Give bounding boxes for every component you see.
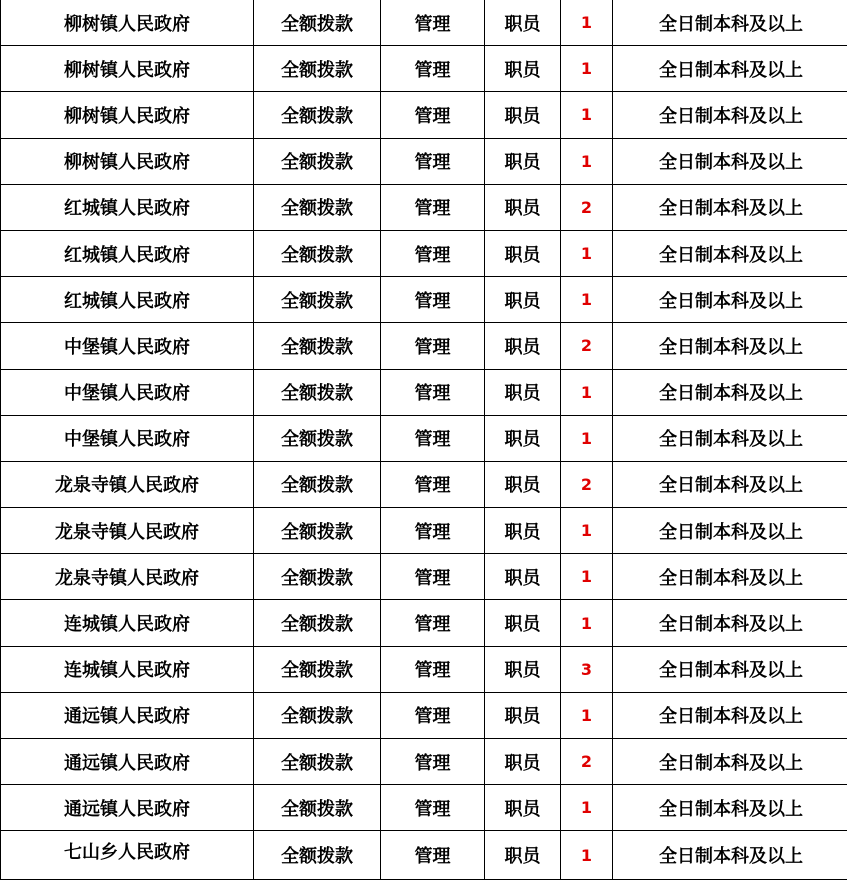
cell-position: 职员 xyxy=(485,92,561,138)
cell-category: 管理 xyxy=(381,831,485,880)
cell-education: 全日制本科及以上 xyxy=(613,230,847,276)
cell-unit: 红城镇人民政府 xyxy=(1,277,254,323)
cell-headcount: 1 xyxy=(561,230,613,276)
cell-education: 全日制本科及以上 xyxy=(613,831,847,880)
cell-headcount: 1 xyxy=(561,831,613,880)
cell-headcount: 2 xyxy=(561,461,613,507)
cell-category: 管理 xyxy=(381,92,485,138)
cell-funding-type: 全额拨款 xyxy=(254,739,381,785)
cell-category: 管理 xyxy=(381,461,485,507)
cell-headcount: 1 xyxy=(561,415,613,461)
cell-unit: 中堡镇人民政府 xyxy=(1,323,254,369)
table-row xyxy=(1,831,847,880)
cell-position: 职员 xyxy=(485,415,561,461)
cell-headcount: 1 xyxy=(561,0,613,46)
cell-category: 管理 xyxy=(381,646,485,692)
cell-unit: 红城镇人民政府 xyxy=(1,184,254,230)
cell-funding-type: 全额拨款 xyxy=(254,831,381,880)
cell-funding-type: 全额拨款 xyxy=(254,600,381,646)
cell-category: 管理 xyxy=(381,739,485,785)
cell-education: 全日制本科及以上 xyxy=(613,0,847,46)
cell-unit: 通远镇人民政府 xyxy=(1,692,254,738)
cell-funding-type: 全额拨款 xyxy=(254,323,381,369)
cell-position: 职员 xyxy=(485,600,561,646)
cell-category: 管理 xyxy=(381,138,485,184)
cell-education: 全日制本科及以上 xyxy=(613,739,847,785)
table-row xyxy=(1,739,847,785)
cell-education: 全日制本科及以上 xyxy=(613,92,847,138)
cell-headcount: 1 xyxy=(561,46,613,92)
cell-funding-type: 全额拨款 xyxy=(254,184,381,230)
cell-unit: 柳树镇人民政府 xyxy=(1,0,254,46)
cell-unit: 红城镇人民政府 xyxy=(1,230,254,276)
table-row xyxy=(1,0,847,46)
cell-unit: 通远镇人民政府 xyxy=(1,739,254,785)
cell-education: 全日制本科及以上 xyxy=(613,508,847,554)
cell-headcount: 3 xyxy=(561,646,613,692)
cell-position: 职员 xyxy=(485,0,561,46)
cell-position: 职员 xyxy=(485,461,561,507)
table-body xyxy=(1,0,847,880)
cell-unit: 柳树镇人民政府 xyxy=(1,138,254,184)
table-row xyxy=(1,600,847,646)
cell-education: 全日制本科及以上 xyxy=(613,46,847,92)
cell-position: 职员 xyxy=(485,554,561,600)
cell-unit: 中堡镇人民政府 xyxy=(1,415,254,461)
cell-category: 管理 xyxy=(381,554,485,600)
cell-position: 职员 xyxy=(485,46,561,92)
table-row xyxy=(1,369,847,415)
cell-category: 管理 xyxy=(381,277,485,323)
table-row xyxy=(1,138,847,184)
cell-position: 职员 xyxy=(485,323,561,369)
cell-category: 管理 xyxy=(381,600,485,646)
cell-unit: 龙泉寺镇人民政府 xyxy=(1,508,254,554)
table-row xyxy=(1,184,847,230)
table-row xyxy=(1,508,847,554)
cell-headcount: 2 xyxy=(561,184,613,230)
cell-category: 管理 xyxy=(381,785,485,831)
cell-unit: 连城镇人民政府 xyxy=(1,646,254,692)
cell-unit: 连城镇人民政府 xyxy=(1,600,254,646)
cell-headcount: 1 xyxy=(561,92,613,138)
cell-education: 全日制本科及以上 xyxy=(613,184,847,230)
table-row xyxy=(1,277,847,323)
table-row xyxy=(1,646,847,692)
cell-position: 职员 xyxy=(485,739,561,785)
cell-education: 全日制本科及以上 xyxy=(613,277,847,323)
cell-funding-type: 全额拨款 xyxy=(254,461,381,507)
cell-education: 全日制本科及以上 xyxy=(613,415,847,461)
cell-unit: 龙泉寺镇人民政府 xyxy=(1,461,254,507)
cell-unit: 柳树镇人民政府 xyxy=(1,92,254,138)
cell-position: 职员 xyxy=(485,692,561,738)
cell-headcount: 2 xyxy=(561,323,613,369)
cell-category: 管理 xyxy=(381,323,485,369)
table-row xyxy=(1,230,847,276)
cell-education: 全日制本科及以上 xyxy=(613,785,847,831)
table-row xyxy=(1,415,847,461)
cell-funding-type: 全额拨款 xyxy=(254,230,381,276)
cell-education: 全日制本科及以上 xyxy=(613,369,847,415)
cell-headcount: 1 xyxy=(561,600,613,646)
cell-category: 管理 xyxy=(381,692,485,738)
table-row xyxy=(1,92,847,138)
cell-unit: 七山乡人民政府 xyxy=(1,831,254,880)
cell-education: 全日制本科及以上 xyxy=(613,646,847,692)
cell-funding-type: 全额拨款 xyxy=(254,646,381,692)
cell-education: 全日制本科及以上 xyxy=(613,323,847,369)
cell-category: 管理 xyxy=(381,369,485,415)
cell-category: 管理 xyxy=(381,46,485,92)
cell-unit: 柳树镇人民政府 xyxy=(1,46,254,92)
cell-category: 管理 xyxy=(381,415,485,461)
cell-position: 职员 xyxy=(485,785,561,831)
cell-position: 职员 xyxy=(485,646,561,692)
cell-category: 管理 xyxy=(381,508,485,554)
cell-position: 职员 xyxy=(485,277,561,323)
cell-category: 管理 xyxy=(381,230,485,276)
cell-funding-type: 全额拨款 xyxy=(254,138,381,184)
cell-position: 职员 xyxy=(485,138,561,184)
cell-funding-type: 全额拨款 xyxy=(254,92,381,138)
cell-unit: 通远镇人民政府 xyxy=(1,785,254,831)
cell-category: 管理 xyxy=(381,0,485,46)
cell-education: 全日制本科及以上 xyxy=(613,461,847,507)
cell-unit: 龙泉寺镇人民政府 xyxy=(1,554,254,600)
cell-funding-type: 全额拨款 xyxy=(254,277,381,323)
cell-education: 全日制本科及以上 xyxy=(613,600,847,646)
table-row xyxy=(1,46,847,92)
cell-funding-type: 全额拨款 xyxy=(254,508,381,554)
cell-position: 职员 xyxy=(485,184,561,230)
cell-position: 职员 xyxy=(485,369,561,415)
cell-education: 全日制本科及以上 xyxy=(613,554,847,600)
cell-headcount: 1 xyxy=(561,785,613,831)
cell-funding-type: 全额拨款 xyxy=(254,46,381,92)
table-row xyxy=(1,692,847,738)
cell-education: 全日制本科及以上 xyxy=(613,692,847,738)
table-row xyxy=(1,785,847,831)
cell-headcount: 1 xyxy=(561,369,613,415)
cell-headcount: 2 xyxy=(561,739,613,785)
cell-position: 职员 xyxy=(485,508,561,554)
cell-headcount: 1 xyxy=(561,692,613,738)
cell-education: 全日制本科及以上 xyxy=(613,138,847,184)
cell-headcount: 1 xyxy=(561,554,613,600)
cell-funding-type: 全额拨款 xyxy=(254,415,381,461)
cell-funding-type: 全额拨款 xyxy=(254,0,381,46)
cell-position: 职员 xyxy=(485,230,561,276)
cell-category: 管理 xyxy=(381,184,485,230)
cell-unit: 中堡镇人民政府 xyxy=(1,369,254,415)
table-row xyxy=(1,323,847,369)
cell-headcount: 1 xyxy=(561,138,613,184)
cell-headcount: 1 xyxy=(561,277,613,323)
cell-funding-type: 全额拨款 xyxy=(254,785,381,831)
cell-funding-type: 全额拨款 xyxy=(254,692,381,738)
table-row xyxy=(1,554,847,600)
cell-funding-type: 全额拨款 xyxy=(254,554,381,600)
cell-position: 职员 xyxy=(485,831,561,880)
cell-funding-type: 全额拨款 xyxy=(254,369,381,415)
cell-headcount: 1 xyxy=(561,508,613,554)
table-row xyxy=(1,461,847,507)
